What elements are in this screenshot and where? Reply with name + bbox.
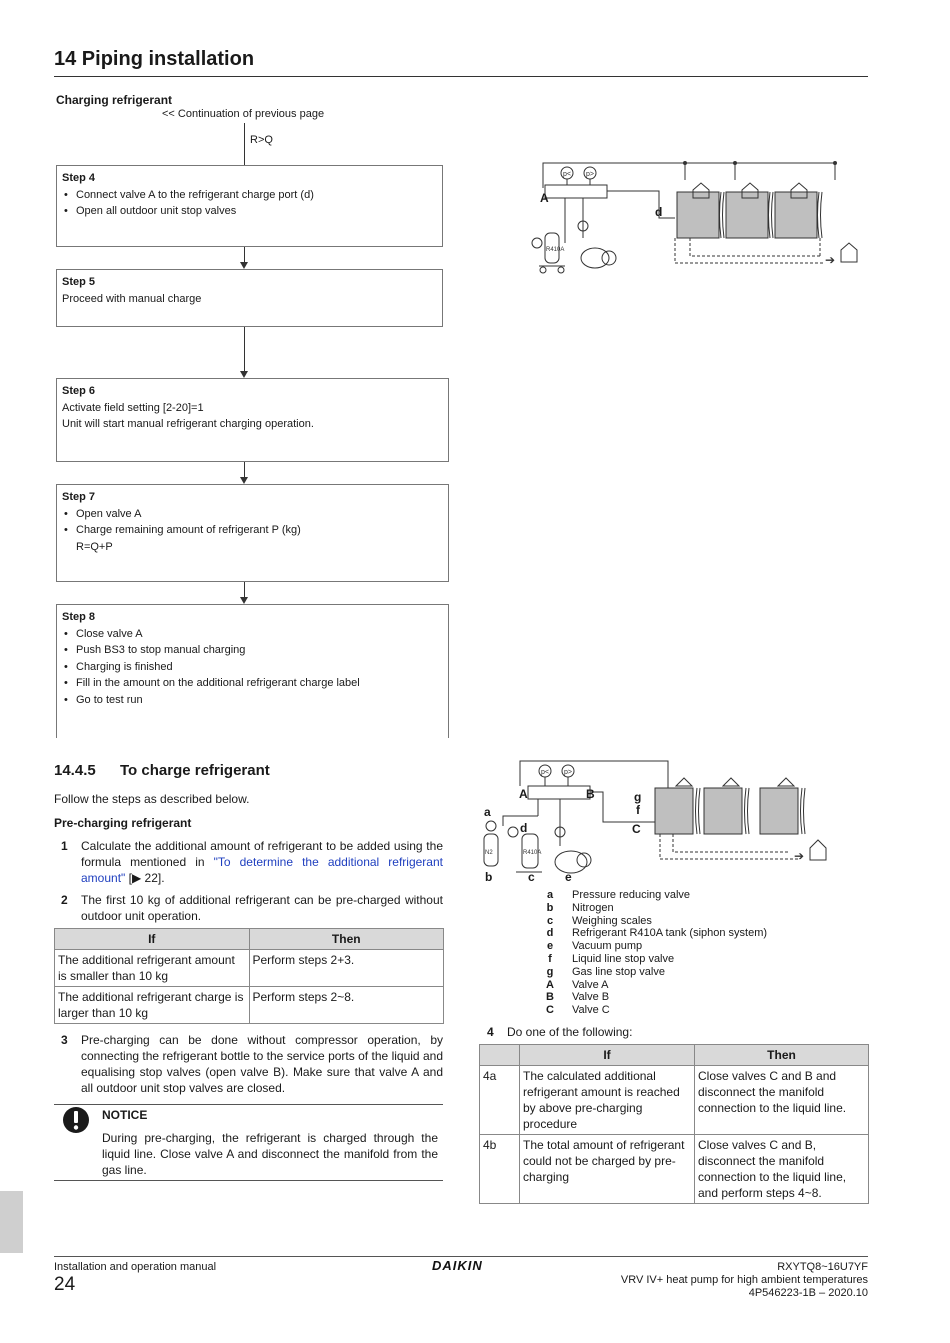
step8-item: • Close valve A: [62, 626, 443, 643]
section-intro: Follow the steps as described below.: [54, 792, 250, 806]
diagram-label: f: [636, 803, 640, 817]
legend-key: b: [546, 901, 554, 914]
table-header: Then: [249, 929, 444, 950]
flow-arrow: [240, 262, 248, 269]
section-heading: [54, 762, 270, 779]
step5-text: Proceed with manual charge: [62, 292, 202, 305]
legend-value: Valve C: [572, 1004, 610, 1017]
table-cell: 4b: [480, 1135, 520, 1204]
legend-value: Valve B: [572, 991, 610, 1004]
table-cell: The additional refrigerant charge is larger than 10 kg: [55, 987, 250, 1024]
table-cell: Perform steps 2~8.: [249, 987, 444, 1024]
options-table: [479, 1044, 869, 1204]
diagram-label: g: [634, 790, 642, 804]
charging-diagram-bottom: [478, 756, 838, 886]
legend-item: [540, 953, 767, 966]
table-cell: The calculated additional refrigerant amount is reached by above pre-charging procedure: [520, 1066, 695, 1135]
legend-value: Pressure reducing valve: [572, 889, 691, 901]
flow-connector: [244, 582, 245, 598]
step7-item: • Charge remaining amount of refrigerant P (kg): [62, 522, 443, 539]
list-number: 3: [61, 1033, 68, 1047]
footer-doc: 4P546223-1B – 2020.10: [748, 1287, 868, 1299]
table-header: [480, 1045, 520, 1066]
flow-heading: Charging refrigerant: [56, 93, 173, 107]
footer-model: RXYTQ8~16U7YF: [777, 1261, 868, 1273]
warning-icon: [62, 1106, 90, 1134]
legend-value: Nitrogen: [572, 901, 614, 914]
step4-box: [56, 165, 443, 247]
step6-box: [56, 378, 449, 462]
flow-connector: [244, 462, 245, 478]
table-cell: The additional refrigerant amount is smaller than 10 kg: [55, 950, 250, 987]
step2-text: The first 10 kg of additional refrigerant can be pre-charged without outdoor unit operation.: [81, 893, 443, 923]
legend-item: [540, 889, 767, 902]
precharge-heading: Pre-charging refrigerant: [54, 816, 192, 830]
svg-text:p>: p>: [586, 171, 594, 178]
header-rule: [54, 76, 868, 77]
tank-label-top: R410A: [546, 247, 565, 253]
list-item: [61, 1032, 443, 1096]
legend-item: [540, 927, 767, 940]
flow-connector: [244, 247, 245, 263]
legend-key: a: [546, 889, 554, 901]
legend-item: [540, 940, 767, 953]
brand-logo: DAIKIN: [432, 1258, 483, 1273]
legend-item: [540, 966, 767, 979]
cross-reference-link[interactable]: "To determine the additional refrigerant amount": [81, 855, 443, 885]
flow-arrow: [240, 371, 248, 378]
list-number: 1: [61, 839, 68, 853]
flow-connector: [244, 123, 245, 165]
step6-line: Activate field setting [2-20]=1: [62, 401, 204, 414]
footer-right: [621, 1261, 868, 1300]
legend-key: C: [546, 1004, 554, 1017]
table-cell: The total amount of refrigerant could not be charged by pre-charging: [520, 1135, 695, 1204]
step8-box: [56, 604, 449, 738]
footer-manual: Installation and operation manual: [54, 1261, 217, 1273]
diagram-label: b: [485, 870, 493, 884]
step1-text: Calculate the additional amount of refrigerant to be added using the formula mentioned in: [81, 839, 443, 869]
svg-text:p<: p<: [541, 769, 549, 776]
step7-title: Step 7: [62, 491, 96, 503]
table-cell: Perform steps 2+3.: [249, 950, 444, 987]
legend-value: Weighing scales: [572, 914, 652, 927]
arrow-right-icon: ➔: [794, 849, 805, 863]
step7-box: [56, 484, 449, 582]
step5-box: [56, 269, 443, 327]
step4-title: Step 4: [62, 172, 96, 184]
legend-key: g: [546, 965, 554, 978]
step8-item: • Charging is finished: [62, 659, 443, 676]
charging-diagram-top: [525, 158, 865, 283]
step7-item: • Open valve A: [62, 506, 443, 523]
chapter-tab: [0, 1191, 23, 1253]
list-item: [61, 838, 443, 886]
table-header: Then: [695, 1045, 869, 1066]
legend-item: [540, 1004, 767, 1017]
table-cell: Close valves C and B and disconnect the manifold connection to the liquid line.: [695, 1066, 869, 1135]
diagram-label: e: [565, 870, 572, 884]
list-item: [487, 1024, 867, 1040]
diagram-label: d: [520, 821, 528, 835]
legend-value: Refrigerant R410A tank (siphon system): [572, 927, 768, 940]
arrow-right-icon: ➔: [825, 253, 836, 267]
legend-value: Vacuum pump: [572, 940, 643, 953]
table-row: [55, 987, 444, 1024]
list-number: 2: [61, 893, 68, 907]
legend-item: [540, 902, 767, 915]
legend-value: Liquid line stop valve: [572, 952, 675, 965]
section-number: 14.4.5: [54, 762, 96, 779]
step4-item: • Connect valve A to the refrigerant charge port (d): [62, 187, 437, 204]
notice-rule: [54, 1180, 443, 1181]
diagram-label: B: [586, 787, 595, 801]
legend-key: B: [546, 991, 554, 1004]
tank-label-bottom: R410A: [523, 850, 542, 856]
nitrogen-label: N2: [485, 850, 493, 856]
list-number: 4: [487, 1025, 494, 1039]
table-row: [480, 1135, 869, 1204]
legend-item: [540, 991, 767, 1004]
flow-arrow: [240, 477, 248, 484]
legend-key: f: [548, 952, 552, 965]
step4-text: Do one of the following:: [507, 1025, 633, 1039]
step6-line: Unit will start manual refrigerant charging operation.: [62, 418, 314, 430]
step6-title: Step 6: [62, 385, 96, 397]
section-title: To charge refrigerant: [120, 762, 270, 779]
page-title: 14 Piping installation: [54, 48, 255, 70]
precharge-table: [54, 928, 444, 1024]
step8-item: • Fill in the amount on the additional refrigerant charge label: [62, 675, 443, 692]
table-row: [55, 950, 444, 987]
page-number: 24: [54, 1274, 76, 1295]
svg-text:p<: p<: [563, 171, 571, 178]
step8-title: Step 8: [62, 611, 96, 623]
step5-title: Step 5: [62, 276, 96, 288]
flow-connector: [244, 327, 245, 372]
step3-text: Pre-charging can be done without compressor operation, by connecting the refrigerant bottle to the service ports of the liquid and equalising stop valves (open valve B). Make sure that valve A and all outdoor unit stop valves are closed.: [81, 1033, 443, 1095]
legend-key: e: [546, 940, 554, 953]
diagram-legend: [540, 889, 767, 1017]
step8-item: • Push BS3 to stop manual charging: [62, 642, 443, 659]
page-reference: [▶ 22].: [125, 871, 165, 885]
legend-item: [540, 915, 767, 928]
legend-item: [540, 979, 767, 992]
table-header: If: [55, 929, 250, 950]
notice-text: During pre-charging, the refrigerant is charged through the liquid line. Close valve A and disconnect the manifold from the gas line.: [102, 1131, 438, 1177]
table-header: If: [520, 1045, 695, 1066]
legend-key: c: [546, 914, 554, 927]
legend-key: A: [546, 978, 554, 991]
notice-title: NOTICE: [102, 1108, 148, 1122]
flow-arrow: [240, 597, 248, 604]
continuation-note: << Continuation of previous page: [162, 108, 325, 120]
diagram-label: C: [632, 822, 641, 836]
diagram-label: a: [484, 805, 491, 819]
step8-item: • Go to test run: [62, 692, 443, 709]
notice-rule: [54, 1104, 443, 1105]
charge-port-label: d: [655, 205, 663, 219]
svg-text:p>: p>: [564, 769, 572, 776]
list-item: [61, 892, 443, 924]
flow-condition: R>Q: [250, 134, 273, 146]
step4-item: • Open all outdoor unit stop valves: [62, 203, 437, 220]
legend-key: d: [546, 927, 554, 940]
step7-formula: R=Q+P: [76, 540, 113, 553]
valve-a-label: A: [540, 191, 549, 205]
diagram-label: c: [528, 870, 535, 884]
footer-product: VRV IV+ heat pump for high ambient temperatures: [620, 1274, 868, 1286]
footer-rule: [54, 1256, 868, 1257]
table-cell: Close valves C and B, disconnect the manifold connection to the liquid line, and perform steps 4~8.: [695, 1135, 869, 1204]
diagram-label: A: [519, 787, 528, 801]
table-row: [480, 1066, 869, 1135]
legend-value: Gas line stop valve: [572, 965, 665, 978]
legend-value: Valve A: [572, 978, 609, 991]
table-cell: 4a: [480, 1066, 520, 1135]
